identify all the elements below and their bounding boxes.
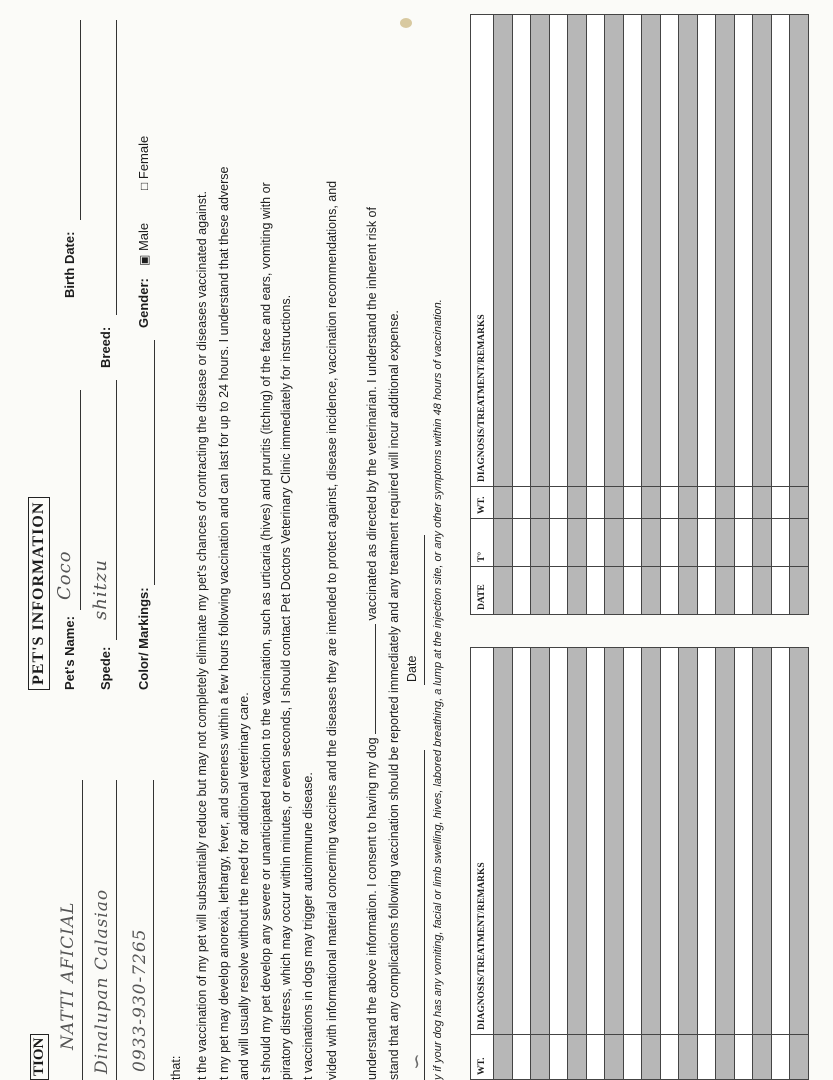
pet-name-underline bbox=[80, 390, 81, 610]
checkbox-empty-icon: □ bbox=[137, 182, 151, 190]
consent-line-4: t should my pet develop any severe or unanticipated reaction to the vaccination, such as urticaria (hives) and pruritis (itching) of the face and ears, vomiting with or bbox=[259, 182, 273, 1080]
species-label: Spede: bbox=[98, 646, 113, 690]
pet-info-title: PET'S INFORMATION bbox=[28, 497, 50, 690]
right-record-table bbox=[470, 14, 809, 615]
consent-agree-line-2: stand that any complications following vaccination should be reported immediately and any treatment required will incur additional expense. bbox=[387, 310, 401, 1080]
birth-date-underline bbox=[80, 20, 81, 220]
color-markings-underline bbox=[154, 340, 155, 585]
left-col-diagnosis: DIAGNOSIS/TREATMENT/REMARKS bbox=[471, 648, 494, 1035]
species-underline bbox=[116, 380, 117, 640]
consent-line-2: t my pet may develop anorexia, lethargy, fever, and soreness within a few hours following vaccination and can last for up to 24 hours. I understand that these adverse bbox=[217, 166, 231, 1080]
consent-agree-pre: understand the above information. I consent to having my dog bbox=[365, 737, 379, 1080]
species-value: shitzu bbox=[90, 559, 111, 620]
owner-phone-underline bbox=[153, 780, 154, 1080]
signature-scribble: ∽ bbox=[404, 1053, 428, 1070]
right-col-date: DATE bbox=[471, 567, 494, 615]
right-col-weight: WT. bbox=[471, 487, 494, 519]
consent-line-1: t the vaccination of my pet will substantially reduce but may not completely eliminate my pet's chances of contracting the disease or diseases vaccinated against. bbox=[195, 191, 209, 1080]
owner-phone-value: 0933-930-7265 bbox=[130, 928, 150, 1072]
gender-option-female[interactable] bbox=[136, 136, 151, 190]
owner-address-value: Dinalupan Calasiao bbox=[92, 888, 112, 1074]
owner-section-title: TION bbox=[30, 1034, 49, 1080]
breed-label: Breed: bbox=[98, 326, 113, 368]
left-table-body[interactable] bbox=[494, 648, 809, 1080]
right-col-diagnosis: DIAGNOSIS/TREATMENT/REMARKS bbox=[471, 15, 494, 487]
owner-name-value: NATTI AFICIAL bbox=[58, 901, 78, 1050]
gender-female-label: Female bbox=[136, 135, 151, 180]
consent-line-7: vided with informational material concerning vaccines and the diseases they are intended to protect against, disease incidence, vaccination recommendations, and bbox=[325, 180, 339, 1080]
dog-name-blank[interactable] bbox=[364, 624, 376, 734]
checkbox-checked-icon: ▣ bbox=[137, 254, 151, 266]
pet-name-value: Coco bbox=[54, 550, 75, 600]
left-record-table bbox=[470, 647, 809, 1080]
pet-name-label: Pet's Name: bbox=[62, 616, 77, 690]
consent-agree-post: vaccinated as directed by the veterinarian. I understand the inherent risk of bbox=[365, 207, 379, 621]
consent-line-6: t vaccinations in dogs may trigger autoimmune disease. bbox=[301, 772, 315, 1080]
breed-underline bbox=[116, 20, 117, 315]
owner-intro-text: that: bbox=[169, 1055, 183, 1080]
gender-label: Gender: bbox=[136, 278, 151, 328]
paper-stain bbox=[400, 18, 412, 28]
consent-agree-text bbox=[364, 207, 380, 1080]
right-table-body[interactable] bbox=[494, 15, 809, 615]
owner-name-underline bbox=[82, 780, 83, 1080]
warning-text: y if your dog has any vomiting, facial or limb swelling, hives, labored breathing, a lump at the injection site, or any other symptoms within 48 hours of vaccination. bbox=[432, 299, 444, 1080]
gender-male-label: Male bbox=[136, 222, 151, 252]
consent-line-3: and will usually resolve without the need for additional veterinary care. bbox=[237, 692, 251, 1080]
consent-line-5: piratory distress, which may occur within minutes, or even seconds, I should contact Pet Doctors Veterinary Clinic immediately for instructions. bbox=[279, 294, 293, 1080]
right-col-temperature: T° bbox=[471, 519, 494, 567]
color-markings-label: Color/ Markings: bbox=[136, 587, 151, 690]
birth-date-label: Birth Date: bbox=[62, 231, 77, 298]
owner-address-underline bbox=[116, 780, 117, 1080]
left-col-weight: WT. bbox=[471, 1035, 494, 1080]
date-label: Date bbox=[405, 655, 419, 682]
date-underline[interactable] bbox=[424, 535, 425, 685]
gender-option-male[interactable] bbox=[136, 223, 151, 266]
signature-line[interactable] bbox=[424, 750, 425, 1080]
